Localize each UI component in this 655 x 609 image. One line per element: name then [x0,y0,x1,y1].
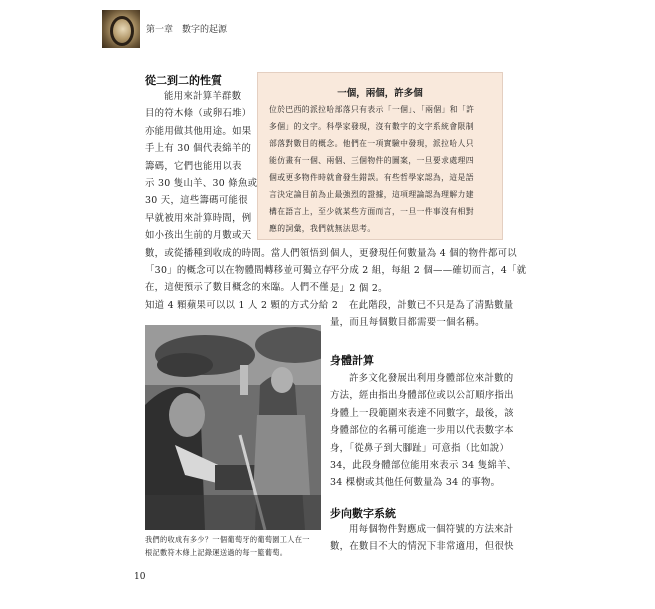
left-line: 目的符木條（或卵石堆） [145,108,252,120]
sidebar-line: 個或更多物件時就會發生錯誤。有些哲學家認為，這是語 [269,173,474,182]
left-line: 籌碼，它們也能用以表 [145,160,242,172]
photo-caption: 我們的收成有多少？一個葡萄牙的葡萄園工人在一 [145,535,310,544]
chapter-thumbnail [102,10,140,48]
section-heading: 從二到二的性質 [145,74,222,87]
right-line: 許多文化發展出利用身體部位來計數的 [349,373,514,384]
sidebar-line: 能仿畫有一個、兩個、三個物件的圖案，一旦要求處理四 [269,156,474,165]
section-heading-body-counting: 身體計算 [330,354,374,367]
right-line: 是」2 個 2。 [330,282,388,294]
left-line: 如小孩出生前的月數或天 [145,230,252,242]
left-line: 30 天，這些籌碼可能很 [145,195,248,207]
left-line: 能用來計算羊群數 [164,91,242,102]
sidebar-box [257,72,503,240]
left-line: 「30」的概念可以在物體間轉移並可獨立存 [145,265,332,276]
chapter-title: 第一章 數字的起源 [146,25,228,35]
right-line: 用每個物件對應成一個符號的方法來計 [349,524,514,535]
right-line: 數，在數目不大的情況下非常適用，但很快 [330,541,514,553]
sidebar-line: 應的詞彙，我們就無法思考。 [269,224,376,233]
left-line: 知道 4 顆蘋果可以以 1 人 2 顆的方式分給 2 [145,299,339,311]
right-line: 方法，經由指出身體部位或以公訂順序指出 [330,390,514,402]
right-line: 34 棵樹或其他任何數量為 34 的事物。 [330,477,501,489]
right-line: 34，此段身體部位能用來表示 34 隻綿羊、 [330,460,517,471]
left-line: 早就被用來計算時間，例 [145,212,252,224]
left-line: 示 30 隻山羊、30 條魚或 [145,178,258,189]
photo-caption: 根記數符木條上記錄運送過的每一籃葡萄。 [145,547,288,557]
sidebar-line: 多個」的文字。科學家發現，沒有數字的文字系統會限制 [269,122,474,131]
sidebar-line: 構在語言上，至少就某些方面而言，一旦一件事沒有相對 [269,207,474,216]
right-line: 量，而且每個數目都需要一個名稱。 [330,317,485,329]
left-line: 在，這便預示了數目概念的來臨。人們不僅 [145,282,329,294]
right-line: 平分成 2 組，每組 2 個——確切而言，4「就 [330,265,527,277]
right-line: 身，「從鼻子到大腳趾」可意指（比如說） [330,442,510,454]
right-line: 個人，更發現任何數量為 4 個的物件都可以 [330,248,517,259]
sidebar-line: 部落對數目的概念。他們在一項實驗中發現，派拉哈人只 [269,139,474,148]
photo-grape-worker [145,325,321,530]
page-number: 10 [134,572,146,582]
right-line: 身體上一段範圍來表達不同數字，最後，該 [330,407,514,419]
left-line: 手上有 30 個代表綿羊的 [145,143,252,155]
left-line: 亦能用做其他用途。如果 [145,125,252,137]
left-line: 數，或從播種到收成的時間。當人們領悟到 [145,247,329,259]
right-line: 身體部位的名稱可能進一步用以代表數字本 [330,425,514,437]
right-line: 在此階段，計數已不只是為了清點數量 [349,300,514,311]
section-heading-number-system: 步向數字系統 [330,507,396,520]
sidebar-title: 一個，兩個，許多個 [337,88,423,99]
sidebar-line: 位於巴西的派拉哈部落只有表示「一個」、「兩個」和「許 [269,105,475,114]
sidebar-line: 言決定論目前為止最強烈的證據，這項理論認為理解力建 [269,190,474,199]
